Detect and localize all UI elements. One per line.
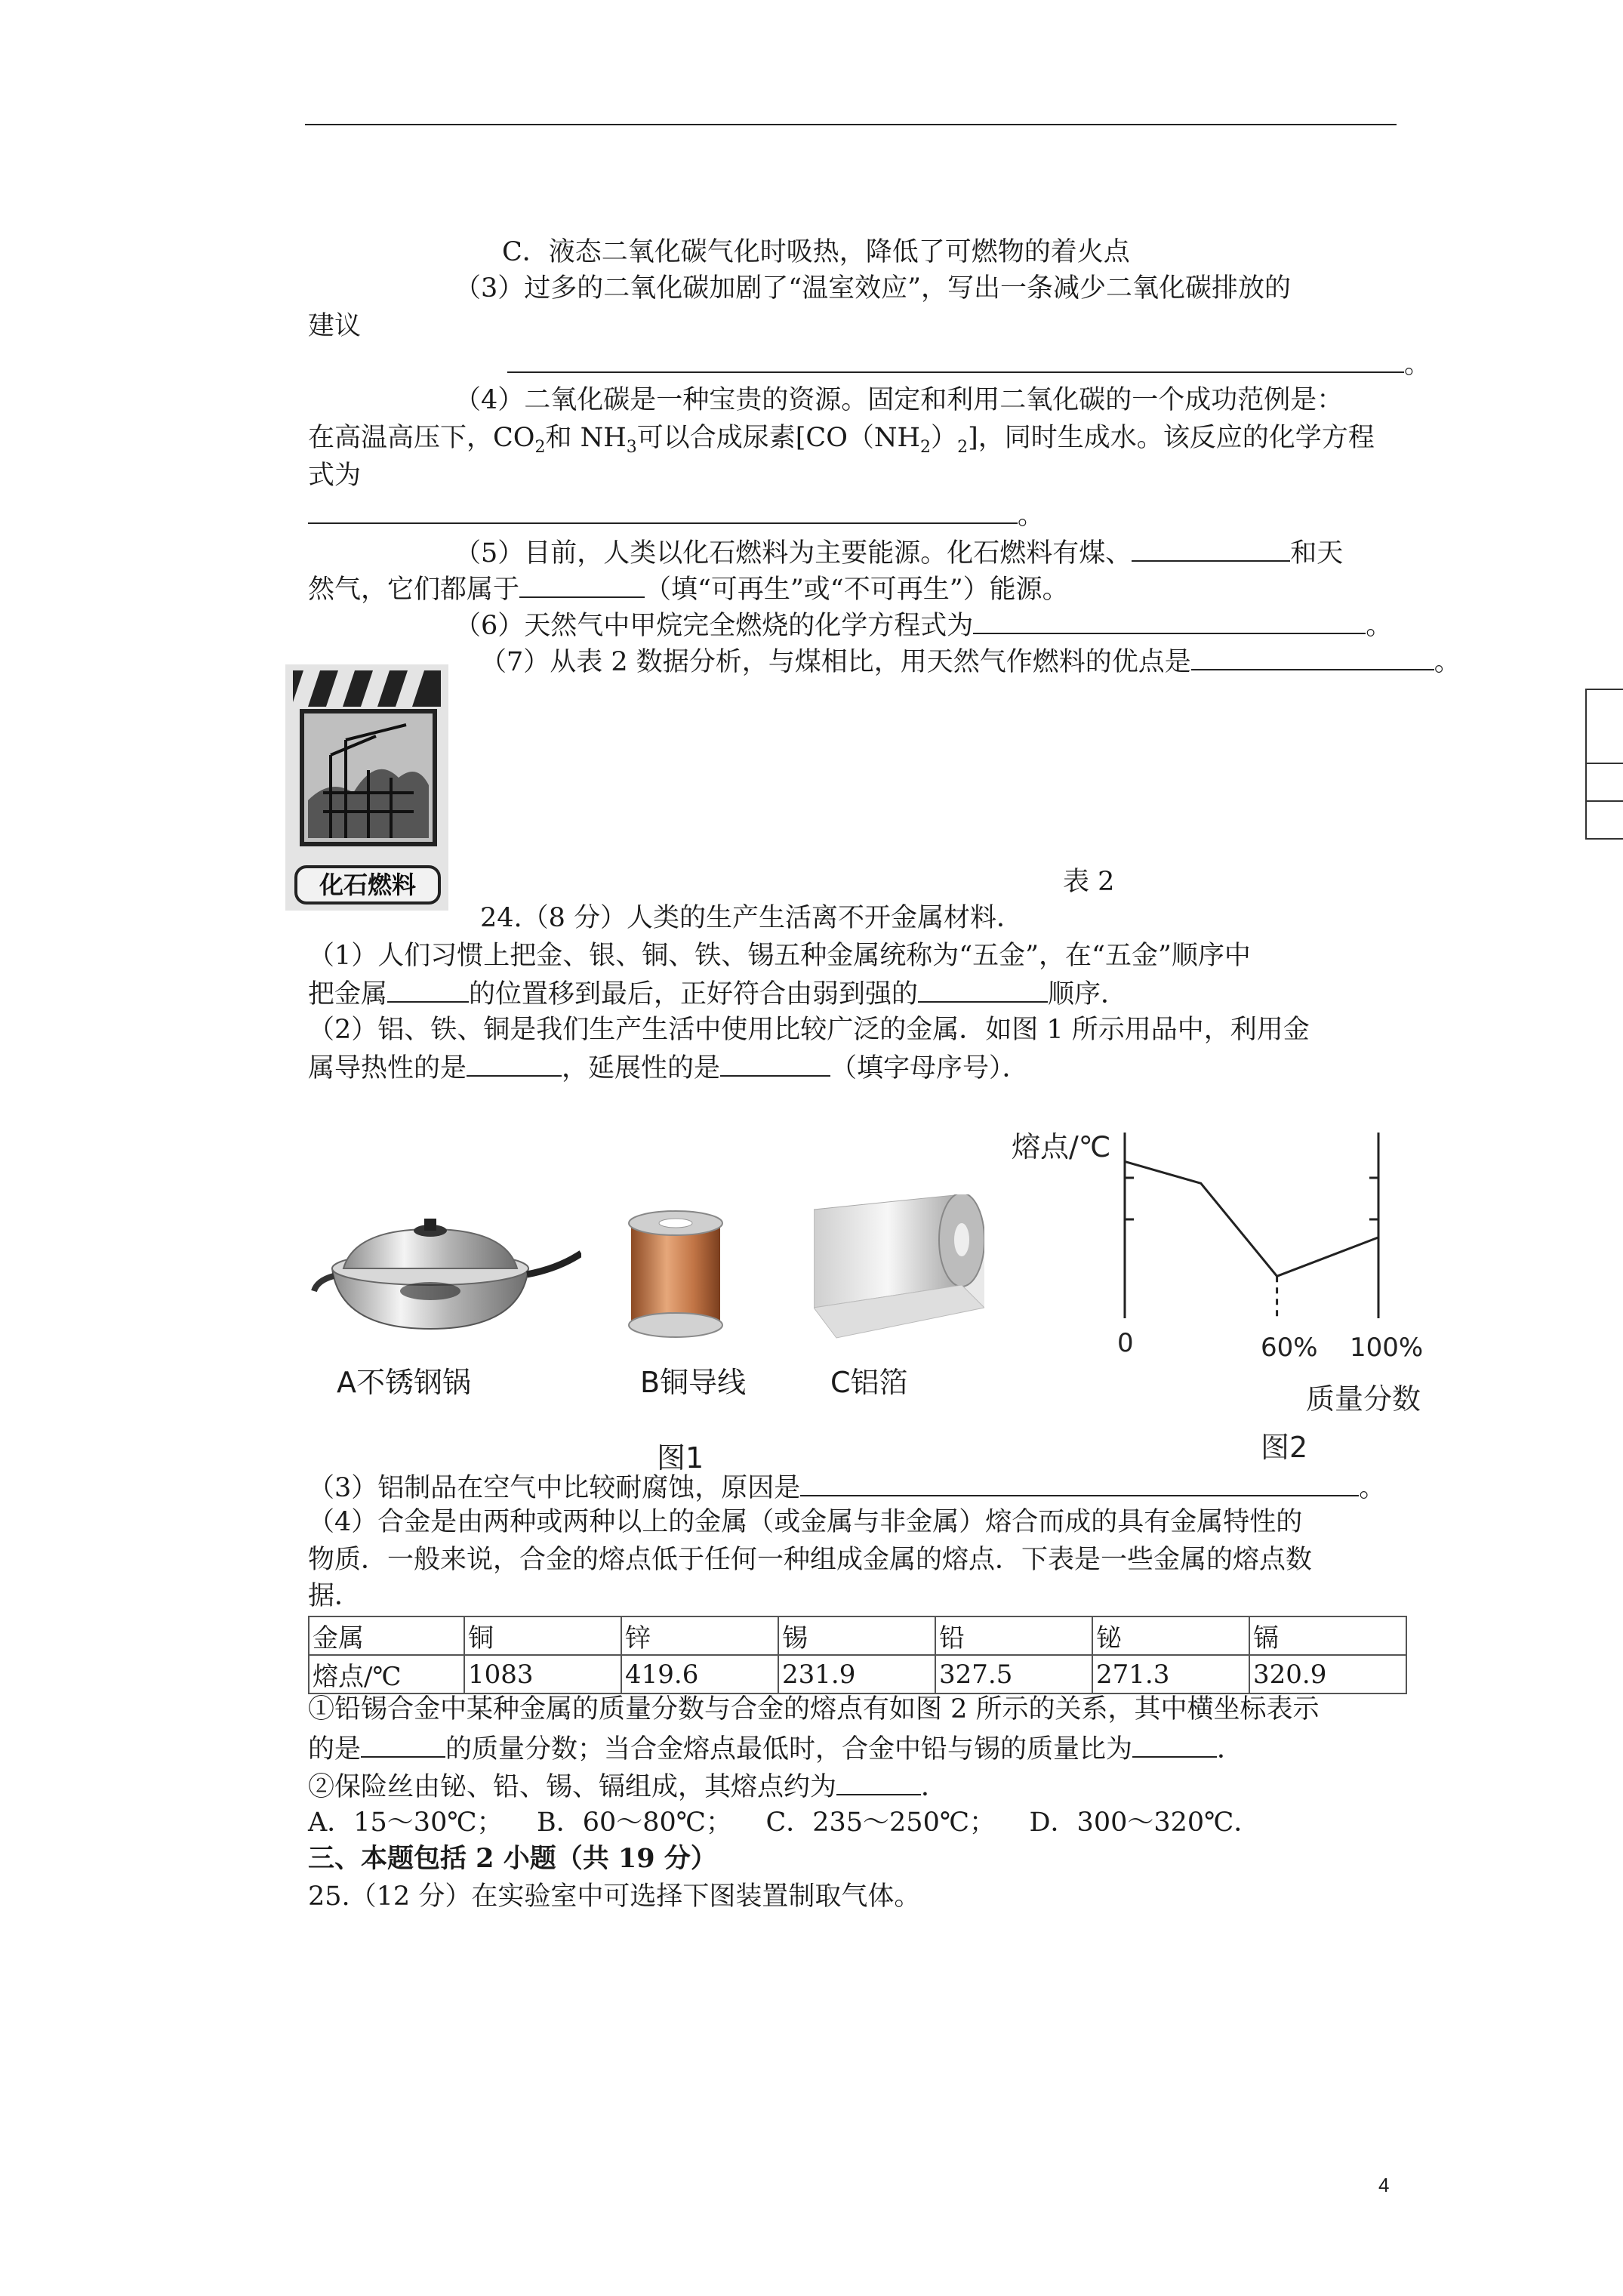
table-cell: 231.9 <box>778 1655 935 1693</box>
table-cell: 镉 <box>1249 1616 1406 1655</box>
table2-caption: 表 2 <box>1063 867 1115 897</box>
q24-p1-line2: 把金属 的位置移到最后，正好符合由弱到强的 顺序． <box>308 975 1127 1011</box>
fig2-x0: 0 <box>1117 1328 1134 1358</box>
q24-s2: ②保险丝由铋、铅、锡、镉组成，其熔点约为 ． <box>308 1768 947 1804</box>
fig1-item-b-label: B铜导线 <box>640 1366 747 1399</box>
answer-blank[interactable] <box>519 571 645 598</box>
q24-p4-line1: （4）合金是由两种或两种以上的金属（或金属与非金属）熔合而成的具有金属特性的 <box>308 1507 1303 1537</box>
table-cell: 铜 <box>464 1616 621 1655</box>
answer-blank[interactable] <box>467 1049 562 1077</box>
table-row <box>309 1655 1406 1693</box>
wok-image <box>310 1208 581 1336</box>
q23-p4-answer-line: 。 <box>308 497 1044 532</box>
q23-p3-answer-line: 。 <box>507 346 1431 381</box>
q24-options: A．15～30℃； B．60～80℃； C．235～250℃； D．300～320℃． <box>308 1808 1261 1838</box>
fossil-fuel-image <box>285 664 448 911</box>
table-cell: 金属 <box>309 1616 464 1655</box>
q24-s1-line1: ①铅锡合金中某种金属的质量分数与合金的熔点有如图 2 所示的关系，其中横坐标表示 <box>308 1694 1320 1724</box>
q23-p4-line3: 式为 <box>308 461 362 491</box>
q24-p1-line1: （1）人们习惯上把金、银、铜、铁、锡五种金属统称为“五金”，在“五金”顺序中 <box>308 941 1251 971</box>
fig2-ylabel: 熔点/℃ <box>1012 1130 1111 1163</box>
aluminum-foil-image <box>814 1194 984 1353</box>
q23-option-c: C．液态二氧化碳气化时吸热，降低了可燃物的着火点 <box>502 237 1130 267</box>
table-cell: 铋 <box>1092 1616 1249 1655</box>
page-number: 4 <box>1378 2174 1390 2196</box>
table-cell: 327.5 <box>935 1655 1092 1693</box>
q23-p5-line2: 然气，它们都属于 （填“可再生”或“不可再生”）能源。 <box>308 571 1069 606</box>
fig2-caption: 图2 <box>1261 1431 1308 1464</box>
q23-p5-line1: （5）目前，人类以化石燃料为主要能源。化石燃料有煤、 和天 <box>454 535 1343 570</box>
q23-p4-line2: 在高温高压下，$CO_2$和 $NH_3$可以合成尿素$[CO(NH_2)_2]$，同时生成水。该反应的化学方程 <box>308 423 1375 457</box>
fig2-xlabel: 质量分数 <box>1306 1382 1421 1416</box>
answer-blank[interactable] <box>800 1469 1359 1496</box>
q24-p4-line3: 据． <box>308 1581 362 1611</box>
answer-blank[interactable] <box>1132 535 1290 562</box>
table-cell: 320.9 <box>1249 1655 1406 1693</box>
q24-title: 24.（8 分）人类的生产生活离不开金属材料． <box>480 903 1024 933</box>
answer-blank[interactable] <box>1191 643 1434 670</box>
table-cell: 锌 <box>621 1616 778 1655</box>
answer-blank[interactable] <box>308 497 1018 524</box>
answer-blank[interactable] <box>918 975 1048 1003</box>
table-cell: 271.3 <box>1092 1655 1249 1693</box>
q23-p4-line1: （4）二氧化碳是一种宝贵的资源。固定和利用二氧化碳的一个成功范例是： <box>454 385 1344 415</box>
fossil-fuel-label: 化石燃料 <box>319 871 417 899</box>
fig1-item-c-label: C铝箔 <box>830 1366 908 1399</box>
q23-p3-line2: 建议 <box>308 311 362 341</box>
header-rule <box>305 124 1397 125</box>
table-row <box>309 1616 1406 1655</box>
q23-p3-line1: （3）过多的二氧化碳加剧了“温室效应”，写出一条减少二氧化碳排放的 <box>454 273 1292 304</box>
fig2-x100: 100% <box>1350 1333 1424 1363</box>
q25-title: 25.（12 分）在实验室中可选择下图装置制取气体。 <box>308 1881 921 1912</box>
table-cell: 1083 <box>464 1655 621 1693</box>
q24-p3: （3）铝制品在空气中比较耐腐蚀，原因是 。 <box>308 1469 1385 1505</box>
copper-wire-image <box>619 1200 732 1344</box>
q23-p7: （7）从表 2 数据分析，与煤相比，用天然气作燃料的优点是 。 <box>480 643 1461 679</box>
fig1-item-a-label: A不锈钢锅 <box>337 1366 471 1399</box>
fig2-x60: 60% <box>1261 1333 1318 1363</box>
margin-score-box <box>1585 689 1623 840</box>
answer-blank[interactable] <box>507 346 1404 373</box>
q24-p2-line2: 属导热性的是 ，延展性的是 （填字母序号）． <box>308 1049 1029 1085</box>
melting-point-table <box>308 1616 1407 1694</box>
fig2-chart <box>1012 1125 1434 1465</box>
q24-s1-line2: 的是 的质量分数；当合金熔点最低时，合金中铅与锡的质量比为 ． <box>308 1730 1243 1766</box>
table-cell: 锡 <box>778 1616 935 1655</box>
fig2-axes <box>1125 1133 1378 1318</box>
answer-blank[interactable] <box>361 1730 445 1758</box>
q24-p2-line1: （2）铝、铁、铜是我们生产生活中使用比较广泛的金属．如图 1 所示用品中，利用金 <box>308 1015 1310 1045</box>
answer-blank[interactable] <box>973 607 1366 634</box>
q23-p6: （6）天然气中甲烷完全燃烧的化学方程式为 。 <box>454 607 1392 643</box>
fig1-caption: 图1 <box>657 1441 704 1475</box>
answer-blank[interactable] <box>387 975 469 1003</box>
fig2-curve <box>1125 1161 1378 1276</box>
table-cell: 铅 <box>935 1616 1092 1655</box>
answer-blank[interactable] <box>836 1768 921 1795</box>
table-cell: 419.6 <box>621 1655 778 1693</box>
answer-blank[interactable] <box>1132 1730 1217 1758</box>
answer-blank[interactable] <box>720 1049 830 1077</box>
section-3-heading: 三、本题包括 2 小题（共 19 分） <box>308 1843 717 1874</box>
q24-p4-line2: 物质．一般来说，合金的熔点低于任何一种组成金属的熔点．下表是一些金属的熔点数 <box>308 1545 1313 1575</box>
table-cell: 熔点/℃ <box>309 1655 464 1693</box>
